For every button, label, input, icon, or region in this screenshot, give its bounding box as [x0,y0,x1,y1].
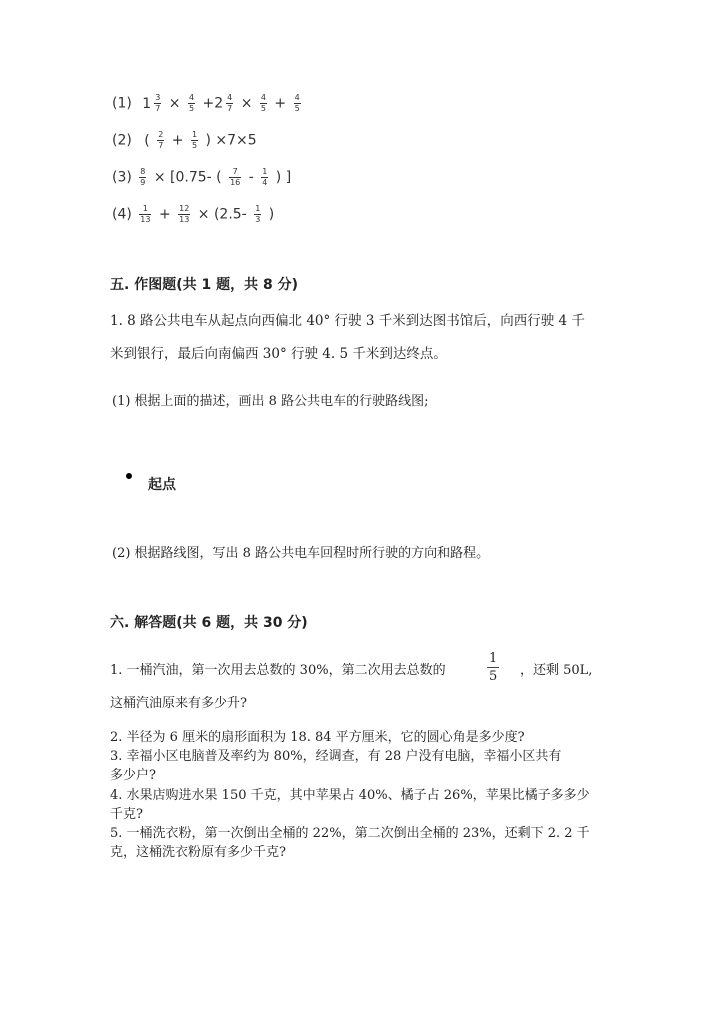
section-6-question-3-line2: 多少户? [110,768,156,783]
fraction: $\frac{3}{7}$ [155,93,161,113]
fraction: $\frac{4}{5}$ [260,93,266,113]
section-5-sub-question-2: (2) 根据路线图，写出 8 路公共电车回程时所行驶的方向和路程。 [112,546,490,561]
section-6-question-2: 2. 半径为 6 厘米的扇形面积为 18. 84 平方厘米，它的圆心角是多少度? [110,730,525,745]
fraction: $\frac{8}{9}$ [140,167,146,187]
section-6-title: 六. 解答题(共 6 题，共 30 分) [110,615,308,631]
fraction: $\frac{4}{5}$ [294,93,300,113]
fraction: $\frac{1}{3}$ [255,204,261,224]
calc-question-2: (2) ( $\frac{2}{7}$ + $\frac{1}{5}$ ) ×7×5 [112,130,257,150]
calc-question-3: (3) $\frac{8}{9}$ × [0.75- ( $\frac{7}{16}$ - $\frac{1}{4}$ ) ] [112,167,292,187]
section-6-question-1-line2: 这桶汽油原来有多少升? [110,696,247,711]
section-6-question-5: 5. 一桶洗衣粉，第一次倒出全桶的 22%，第二次倒出全桶的 23%，还剩下 2. 2 千 [110,826,590,841]
start-point-dot [126,473,132,479]
fraction: $\frac{12}{13}$ [179,204,190,224]
section-5-question-line: 1. 8 路公共电车从起点向西偏北 40° 行驶 3 千米到达图书馆后，向西行驶 4 千 [110,313,585,329]
fraction-one-fifth: $\frac{1}{5}$ [489,651,498,685]
calc-question-1: (1) 1 $\frac{3}{7}$ × $\frac{4}{5}$ +2 $\frac{4}{7}$ × $\frac{4}{5}$ + $\frac{4}{5}$ [112,93,300,113]
calc-question-4: (4) $\frac{1}{13}$ + $\frac{12}{13}$ × (2.5- $\frac{1}{3}$ ) [112,204,275,224]
fraction: $\frac{4}{7}$ [227,93,233,113]
start-point-label: 起点 [148,477,176,493]
section-6-question-1: 1. 一桶汽油，第一次用去总数的 30%，第二次用去总数的 [110,663,446,678]
section-5-title: 五. 作图题(共 1 题，共 8 分) [110,277,298,293]
section-5-sub-question-1: (1) 根据上面的描述，画出 8 路公共电车的行驶路线图; [112,394,429,409]
fraction: $\frac{2}{7}$ [158,130,164,150]
section-6-question-1-tail: ，还剩 50L, [520,663,593,678]
section-6-question-3: 3. 幸福小区电脑普及率约为 80%，经调查，有 28 户没有电脑，幸福小区共有 [110,749,562,764]
fraction: $\frac{7}{16}$ [230,167,241,187]
section-5-question-line: 米到银行，最后向南偏西 30° 行驶 4. 5 千米到达终点。 [110,346,447,362]
fraction: $\frac{1}{13}$ [140,204,151,224]
section-6-question-4-line2: 千克? [110,807,143,822]
fraction: $\frac{1}{5}$ [191,130,198,150]
section-6-question-5-line2: 克，这桶洗衣粉原有多少千克? [110,845,286,860]
section-6-question-4: 4. 水果店购进水果 150 千克，其中苹果占 40%、橘子占 26%，苹果比橘子多多少 [110,788,590,803]
fraction: $\frac{4}{5}$ [188,93,195,113]
fraction: $\frac{1}{4}$ [262,167,268,187]
